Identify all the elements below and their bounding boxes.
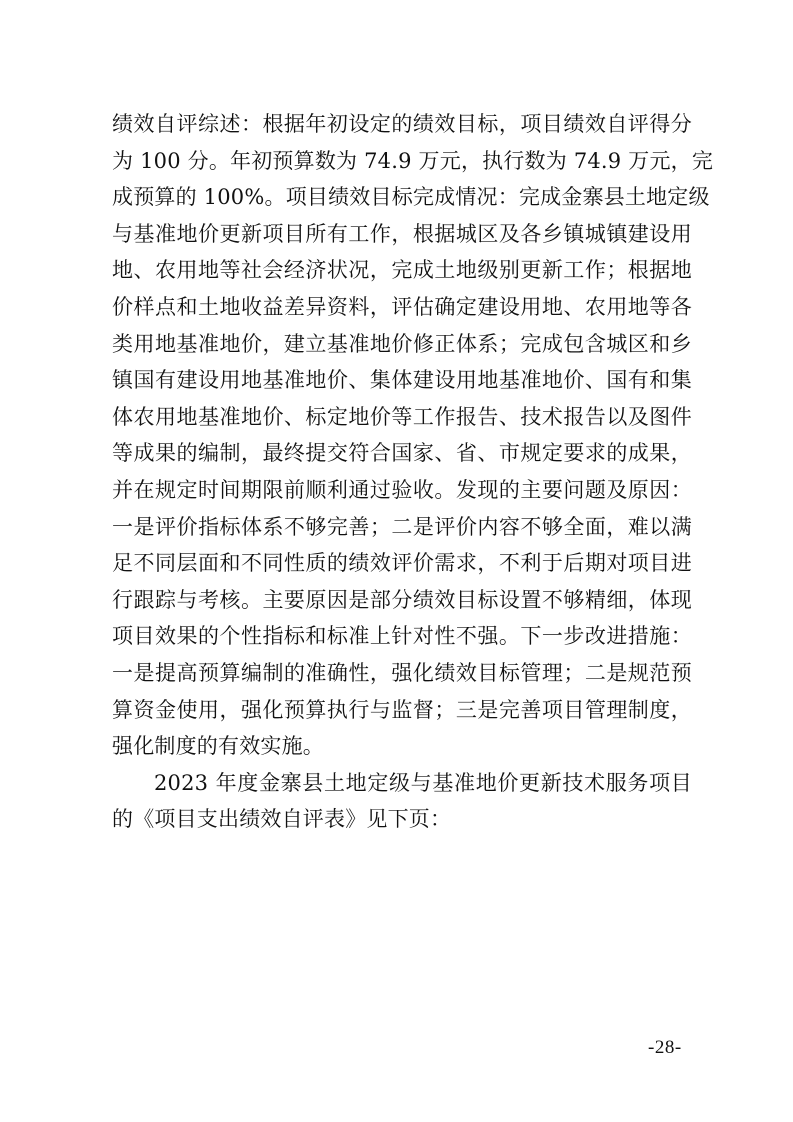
text-line: 强化制度的有效实施。	[112, 734, 324, 759]
text-line: 行跟踪与考核。主要原因是部分绩效目标设置不够精细，体现	[112, 587, 692, 612]
text-line: 一是提高预算编制的准确性，强化绩效目标管理；二是规范预	[112, 660, 692, 685]
text-line: 算资金使用，强化预算执行与监督；三是完善项目管理制度，	[112, 697, 692, 722]
text-line: 一是评价指标体系不够完善；二是评价内容不够全面，难以满	[112, 514, 692, 539]
text-line: 等成果的编制，最终提交符合国家、省、市规定要求的成果，	[112, 441, 692, 466]
text-line: 的《项目支出绩效自评表》见下页：	[112, 807, 452, 832]
text-line: 镇国有建设用地基准地价、集体建设用地基准地价、国有和集	[112, 368, 692, 393]
body-text	[112, 106, 714, 838]
page-number: -28-	[648, 1037, 682, 1058]
text-line: 2023 年度金寨县土地定级与基准地价更新技术服务项目	[154, 770, 692, 795]
text-line: 价样点和土地收益差异资料，评估确定建设用地、农用地等各	[112, 294, 692, 319]
text-line: 足不同层面和不同性质的绩效评价需求，不利于后期对项目进	[112, 551, 692, 576]
text-line: 项目效果的个性指标和标准上针对性不强。下一步改进措施：	[112, 624, 692, 649]
text-line: 绩效自评综述：根据年初设定的绩效目标，项目绩效自评得分	[112, 112, 692, 136]
text-line: 体农用地基准地价、标定地价等工作报告、技术报告以及图件	[112, 404, 692, 429]
text-line: 与基准地价更新项目所有工作，根据城区及各乡镇城镇建设用	[112, 221, 692, 246]
text-line: 成预算的 100%。项目绩效目标完成情况：完成金寨县土地定级	[112, 185, 710, 210]
text-line: 地、农用地等社会经济状况，完成土地级别更新工作；根据地	[112, 258, 692, 283]
text-line: 类用地基准地价，建立基准地价修正体系；完成包含城区和乡	[112, 331, 692, 356]
text-line: 为 100 分。年初预算数为 74.9 万元，执行数为 74.9 万元，完	[112, 148, 714, 173]
text-line: 并在规定时间期限前顺利通过验收。发现的主要问题及原因：	[112, 477, 692, 502]
